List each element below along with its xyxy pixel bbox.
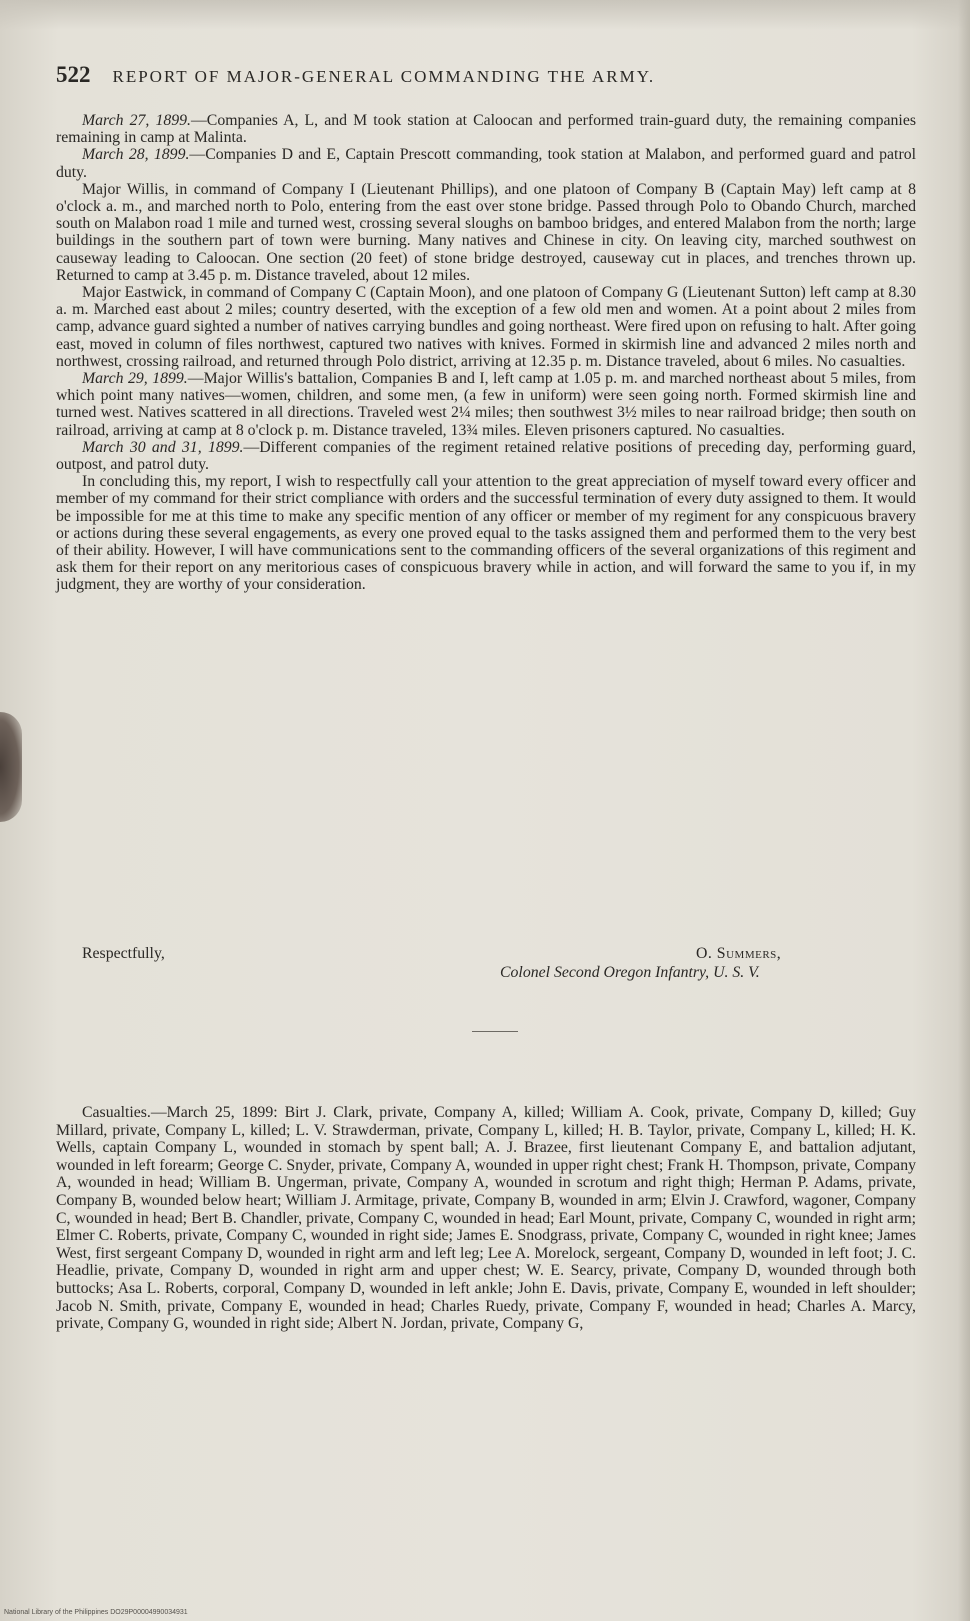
paragraph	[56, 439, 916, 473]
entry-text: Major Willis, in command of Company I (Lieutenant Phillips), and one platoon of Company B (Captain May) left camp at 8 o'clock a. m., and marched north to Polo, entering from the east over stone bridge. Passed through Polo to Obando Church, marched south on Malabon road 1 mile and turned west, crossing several sloughs on bamboo bridges, and entered Malabon from the north; large buildings in the southern part of town were burning. Many natives and Chinese in city. On leaving city, marched southwest on causeway leading to Caloocan. One section (20 feet) of stone bridge destroyed, causeway cut in places, and trenches thrown up. Returned to camp at 3.45 p. m. Distance traveled, about 12 miles.	[56, 180, 916, 284]
entry-text: Major Eastwick, in command of Company C (Captain Moon), and one platoon of Company G (Lieutenant Sutton) left camp at 8.30 a. m. Marched east about 2 miles; country deserted, with the exception of a few old men and women. At a point about 2 miles from camp, advance guard sighted a number of natives carrying bundles and going northeast. Were fired upon on refusing to halt. After going east, moved in column of files northwest, captured two natives with knives. Formed in skirmish line and advanced 2 miles north and northwest, crossing railroad, and returned through Polo district, arriving at 12.35 p. m. Distance traveled, about 6 miles. No casualties.	[56, 284, 916, 370]
top-shadow	[0, 0, 970, 30]
paragraph	[56, 146, 916, 180]
closing-salutation: Respectfully,	[82, 945, 165, 962]
signer-title: Colonel Second Oregon Infantry, U. S. V.	[500, 964, 760, 981]
entry-date: March 30 and 31, 1899.	[82, 438, 244, 456]
entry-text: —Companies D and E, Captain Prescott commanding, took station at Malabon, and performed guard and patrol duty.	[56, 146, 916, 181]
page-number: 522	[56, 62, 91, 87]
casualties-paragraph: Casualties.—March 25, 1899: Birt J. Clark, private, Company A, killed; William A. Cook, private, Company D, killed; Guy Millard, private, Company L, killed; L. V. Strawderman, private, Company L, killed; H. B. Taylor, private, Company L, killed; H. K. Wells, captain Company L, wounded in stomach by spent ball; A. J. Brazee, first lieutenant Company E, and battalion adjutant, wounded in left forearm; George C. Snyder, private, Company A, wounded in upper right chest; Frank H. Thompson, private, Company A, wounded in head; William B. Ungerman, private, Company A, wounded in scrotum and right thigh; Herman P. Adams, private, Company B, wounded below heart; William J. Armitage, private, Company B, wounded in arm; Elvin J. Crawford, wagoner, Company C, wounded in head; Bert B. Chandler, private, Company C, wounded in head; Earl Mount, private, Company C, wounded in right arm; Elmer C. Roberts, private, Company C, wounded in right side; James E. Snodgrass, private, Company C, wounded in right knee; James West, first sergeant Company D, wounded in right arm and left leg; Lee A. Morelock, sergeant, Company D, wounded in left foot; J. C. Headlie, private, Company D, wounded in right arm and upper chest; W. E. Searcy, private, Company D, wounded through both buttocks; Asa L. Roberts, corporal, Company D, wounded in left ankle; John E. Davis, private, Company E, wounded in left shoulder; Jacob N. Smith, private, Company E, wounded in head; Charles Ruedy, private, Company F, wounded in head; Charles A. Marcy, private, Company G, wounded in right side; Albert N. Jordan, private, Company G,	[56, 1104, 916, 1333]
signer-name: O. Summers,	[696, 945, 782, 962]
entry-text: —Companies A, L, and M took station at Caloocan and performed train-guard duty, the remaining companies remaining in camp at Malinta.	[56, 112, 916, 147]
paragraph	[56, 112, 916, 146]
paragraph	[56, 473, 916, 593]
casualties-list	[56, 1104, 916, 1333]
paragraph	[56, 284, 916, 370]
entry-text: —Major Willis's battalion, Companies B and I, left camp at 1.05 p. m. and marched northeast about 5 miles, from which point many natives—women, children, and some men, (a few in uniform) were seen going north. Formed skirmish line and turned west. Natives scattered in all directions. Traveled west 2¼ miles; then southwest 3½ miles to near railroad bridge; then south on railroad, arriving at camp at 8 o'clock p. m. Distance traveled, 13¾ miles. Eleven prisoners captured. No casualties.	[56, 370, 916, 439]
entry-text: In concluding this, my report, I wish to respectfully call your attention to the great appreciation of myself toward every officer and member of my command for their strict compliance with orders and the successful termination of every duty assigned to them. It would be impossible for me at this time to make any specific mention of any officer or member of my regiment for any conspicuous bravery or actions during these several engagements, as every one proved equal to the tasks assigned them and performed them to the very best of their ability. However, I will have communications sent to the commanding officers of the several organizations of this regiment and ask them for their report on any meritorious cases of conspicuous bravery while in action, and will forward the same to you if, in my judgment, they are worthy of your consideration.	[56, 473, 916, 594]
page-edge	[958, 0, 970, 1621]
paragraph	[56, 370, 916, 439]
entry-date: March 28, 1899.	[82, 146, 190, 164]
entry-date: March 27, 1899.	[82, 112, 191, 129]
thumb-shadow	[0, 712, 22, 822]
page-header	[56, 62, 916, 90]
entry-date: March 29, 1899.	[82, 370, 188, 388]
scan-footer-note: National Library of the Philippines DO29P00004990034931	[4, 1609, 188, 1616]
running-head: REPORT OF MAJOR-GENERAL COMMANDING THE ARMY.	[112, 67, 656, 86]
section-divider	[472, 1031, 518, 1032]
report-body	[56, 112, 916, 594]
entry-text: —Different companies of the regiment retained relative positions of preceding day, performing guard, outpost, and patrol duty.	[56, 438, 916, 474]
paragraph	[56, 181, 916, 284]
